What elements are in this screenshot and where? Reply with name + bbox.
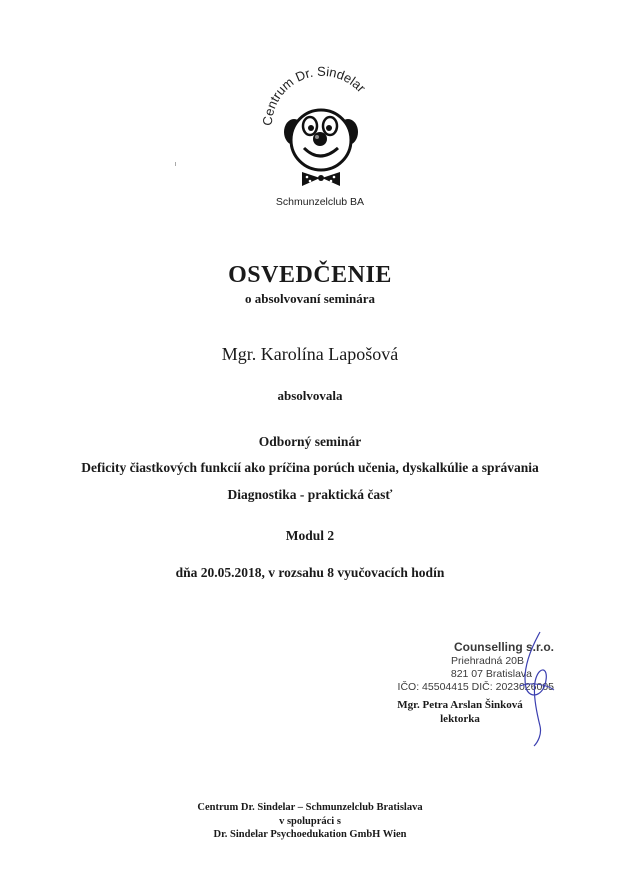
stamp-company: Counselling s.r.o.	[453, 640, 554, 654]
seminar-type: Odborný seminár	[258, 434, 362, 449]
completed-label: absolvovala	[277, 388, 343, 403]
recipient-name: Mgr. Karolína Lapošová	[221, 344, 399, 364]
footer-line-1: Centrum Dr. Sindelar – Schmunzelclub Bratislava	[197, 802, 423, 813]
module-label: Modul 2	[285, 528, 335, 543]
footer	[0, 801, 620, 842]
clown-logo	[250, 60, 390, 210]
stamp-city: 821 07 Bratislava	[450, 668, 532, 680]
svg-text:Centrum Dr. Sindelar: Centrum Dr. Sindelar	[259, 63, 369, 127]
signature	[500, 630, 560, 750]
footer-line-2: v spolupráci s	[279, 815, 341, 827]
certificate-subtitle: o absolvovaní seminára	[244, 291, 375, 306]
signer-role: lektorka	[440, 713, 480, 725]
footer-line-3: Dr. Sindelar Psychoedukation GmbH Wien	[213, 829, 407, 840]
svg-text:Schmunzelclub BA: Schmunzelclub BA	[275, 196, 365, 208]
date-line: dňa 20.05.2018, v rozsahu 8 vyučovacích hodín	[175, 565, 445, 580]
stamp-ids: IČO: 45504415 DIČ: 2023026005	[397, 681, 554, 693]
scan-mark	[175, 162, 176, 166]
seminar-topic: Deficity čiastkových funkcií ako príčina porúch učenia, dyskalkúlie a správania	[81, 460, 539, 475]
stamp-street: Priehradná 20B	[451, 655, 524, 667]
signer-block	[380, 698, 540, 726]
certificate-title: OSVEDČENIE	[228, 262, 392, 288]
signer-name: Mgr. Petra Arslan Šinková	[397, 699, 523, 711]
seminar-subtitle: Diagnostika - praktická časť	[227, 487, 393, 502]
